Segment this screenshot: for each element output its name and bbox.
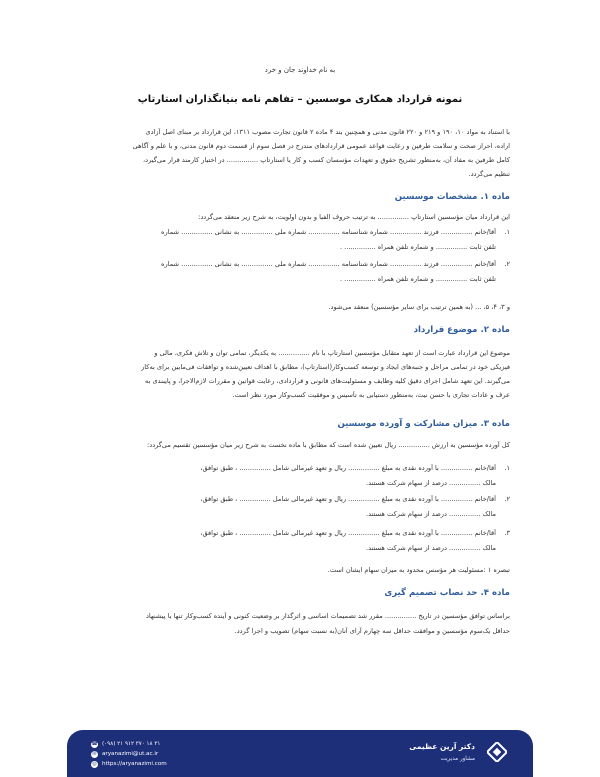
contact-website[interactable] (91, 759, 167, 769)
item-number: ۲. (504, 495, 510, 503)
intro-line: با استناد به مواد ۱۰، ۱۹۰ و ۲۱۹ و ۲۲۰ قانون مدنی و همچنین بند ۴ ماده ۲ قانون تجارت مصوب ۱۳۱۱، این قرارداد بر مبنای اصل آزادی (145, 128, 510, 136)
item-line: تلفن ثابت ............... و شماره تلفن همراه ............... . (339, 275, 496, 283)
item-line: آقا/خانم ............... با آورده نقدی به مبلغ ............... ریال و تعهد غیرمالی شامل ............... ، طبق توافق، (200, 529, 496, 537)
section-heading: ماده ۲. موضوع قرارداد (413, 325, 510, 335)
contact-email[interactable] (91, 749, 167, 759)
section-heading: ماده ۳. میزان مشارکت و آورده موسسین (337, 419, 510, 429)
item-line: آقا/خانم ............... فرزند ............... شماره شناسنامه ............... شماره ملی ............... به نشانی ............... شماره (161, 260, 496, 268)
item-number: ۱. (504, 464, 510, 472)
intro-line: تنظیم می‌گردد. (468, 170, 510, 178)
footer-banner (67, 730, 533, 777)
email-icon: ✉ (92, 750, 97, 757)
phone-text: (۰۹۸) ۲۱ ۹۱۲ ۳۷۰ ۱۸ ۳۱ (102, 741, 161, 747)
paragraph-line: می‌گیرند. این تعهد شامل اجرای دقیق کلیه وظایف و مسئولیت‌های قانونی و قراردادی، رعایت قوانین و مقررات لازم‌الاجرا، و پایبندی به (145, 377, 510, 385)
author-role: مشاور مدیریت (440, 756, 475, 762)
globe-icon: ◎ (92, 760, 97, 767)
item-line: تلفن ثابت ............... و شماره تلفن همراه ............... . (339, 243, 496, 251)
website-text: https://aryanazimi.com (102, 761, 167, 767)
item-line: آقا/خانم ............... فرزند ............... شماره شناسنامه ............... شماره ملی ............... به نشانی ............... شماره (161, 228, 496, 236)
item-line: مالک ............... درصد از سهام شرکت هستند. (366, 544, 496, 552)
contact-list (91, 739, 167, 769)
paragraph-line: موضوع این قرارداد عبارت است از تعهد متقابل مؤسسین استارتاپ با نام ............... به یکدیگر، تمامی توان و تلاش فکری، مالی و (154, 349, 510, 357)
section-heading: ماده ۱. مشخصات موسسین (394, 192, 510, 202)
item-line: آقا/خانم ............... با آورده نقدی به مبلغ ............... ریال و تعهد غیرمالی شامل ............... ، طبق توافق، (200, 464, 496, 472)
paragraph-line: براساس توافق مؤسسین در تاریخ ............... مقرر شد تصمیمات اساسی و اثرگذار بر وضعیت کنونی و آینده کسب‌وکار تنها با پیشنهاد (145, 612, 510, 620)
item-number: ۲. (504, 260, 510, 268)
phone-icon: ☎ (91, 740, 98, 747)
item-line: مالک ............... درصد از سهام شرکت هستند. (366, 510, 496, 518)
item-number: ۳. (504, 529, 510, 537)
paragraph-line: فیزیکی خود در تمامی مراحل و جنبه‌های ایجاد و توسعه کسب‌وکار(استارتاپ)، مطابق با اهداف تعیین‌شده و توافقات فی‌مابین برای به‌کار (141, 363, 510, 371)
section-heading: ماده ۴. حد نصاب تصمیم گیری (384, 588, 510, 598)
item-line: مالک ............... درصد از سهام شرکت هستند. (366, 479, 496, 487)
contact-phone[interactable] (91, 739, 167, 749)
bismillah: به نام خداوند جان و خرد (264, 66, 336, 74)
paragraph-line: حداقل یک‌سوم مؤسسین و موافقت حداقل سه چهارم آرای آنان(به نسبت سهام) تصویب و اجرا گردد. (234, 627, 510, 635)
section-note: تبصره ۱ :مسئولیت هر مؤسس محدود به میزان سهام ایشان است. (327, 566, 510, 574)
intro-line: اراده، احراز صحت و سلامت طرفین و رعایت قواعد عمومی قراردادهای مندرج در فصل سوم از قسمت دوم قانون مدنی، و با علم و آگاهی (132, 142, 510, 150)
email-text: aryanazimi@ut.ac.ir (102, 751, 159, 757)
item-line: آقا/خانم ............... با آورده نقدی به مبلغ ............... ریال و تعهد غیرمالی شامل ............... ، طبق توافق، (200, 495, 496, 503)
section-intro: کل آورده مؤسسین به ارزش ............... ریال تعیین شده است که مطابق با ماده نخست به شرح زیر میان مؤسسین تقسیم می‌گردد: (147, 441, 510, 449)
paragraph-line: عرف و عادات تجاری با حسن نیت، به‌منظور دستیابی به تأسیس و موفقیت کسب‌وکار مورد نظر است. (232, 391, 510, 399)
intro-line: کامل طرفین به مفاد آن، به‌منظور تشریح حقوق و تعهدات مؤسسان کسب و کار یا استارتاپ ............... در اختیار کارمند قرار می‌گیرد، (143, 156, 510, 164)
brand-logo-icon (487, 742, 507, 762)
section-note: و ۳، ۴، ۵، ... (به همین ترتیب برای سایر مؤسسین) منعقد می‌شود. (328, 303, 510, 311)
document-title: نمونه قرارداد همکاری موسسین – تفاهم نامه بنیانگذاران استارتاپ (137, 94, 463, 105)
item-number: ۱. (504, 228, 510, 236)
section-intro: این قرارداد میان مؤسسین استارتاپ ............... به ترتیب حروف الفبا و بدون اولویت، به شرح زیر منعقد می‌گردد: (198, 213, 510, 221)
author-name: دکتر آرین عظیمی (409, 742, 475, 751)
